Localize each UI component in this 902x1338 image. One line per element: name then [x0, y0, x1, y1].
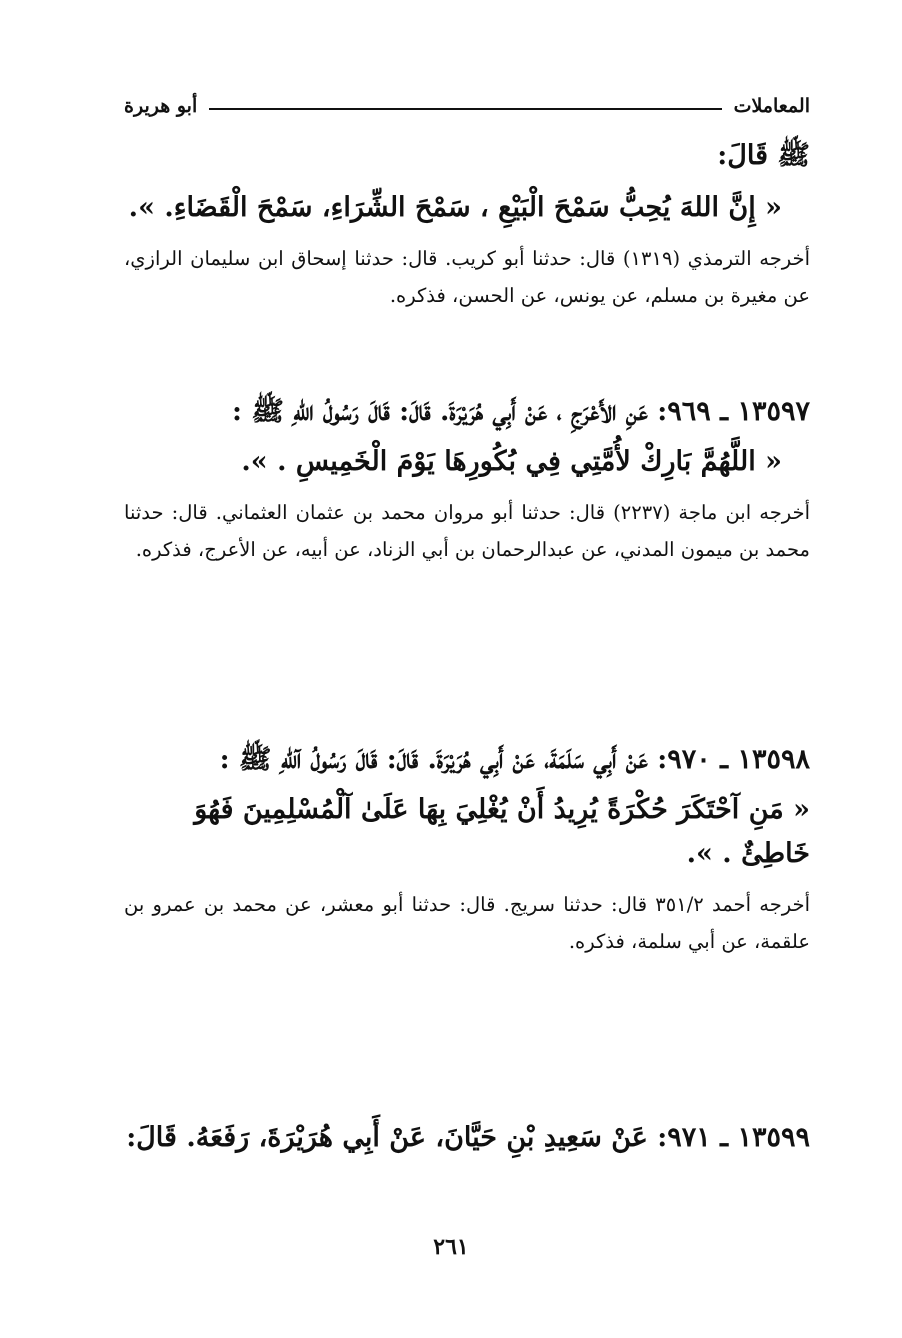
entry-lead: ﷺ قَالَ: — [717, 140, 810, 171]
header-rule — [209, 108, 721, 110]
entry-lead: ١٣٥٩٧ ـ ٩٦٩: عَنِ الأَعْرَجِ ، عَنْ أَبِي هُرَيْرَةَ. قَالَ: قَالَ رَسُولُ اللهِ ﷺ : — [232, 396, 810, 427]
page-number: ٢٦١ — [433, 1234, 469, 1260]
hadith-text: « إِنَّ اللهَ يُحِبُّ سَمْحَ الْبَيْعِ ، سَمْحَ الشِّرَاءِ، سَمْحَ الْقَضَاءِ. ». — [128, 192, 782, 223]
companion-title: أبو هريرة — [124, 95, 198, 117]
takhrij-text: أخرجه الترمذي (١٣١٩) قال: حدثنا أبو كريب. قال: حدثنا إسحاق ابن سليمان الرازي، عن مغيرة بن مسلم، عن يونس، عن الحسن، فذكره. — [124, 247, 810, 307]
entry-lead: ١٣٥٩٩ ـ ٩٧١: عَنْ سَعِيدِ بْنِ حَيَّانَ، عَنْ أَبِي هُرَيْرَةَ، رَفَعَهُ. قَالَ: — [126, 1122, 810, 1153]
running-header — [124, 86, 810, 116]
takhrij-text: أخرجه أحمد ٣٥١/٢ قال: حدثنا سريج. قال: حدثنا أبو معشر، عن محمد بن عمرو بن علقمة، عن أبي سلمة، فذكره. — [124, 893, 810, 953]
hadith-entry — [124, 1116, 810, 1160]
takhrij-text: أخرجه ابن ماجة (٢٢٣٧) قال: حدثنا أبو مروان محمد بن عثمان العثماني. قال: حدثنا محمد بن ميمون المدني، عن عبدالرحمان بن أبي الزناد، عن أبيه، عن الأعرج، فذكره. — [124, 501, 810, 561]
hadith-entry — [124, 738, 810, 960]
hadith-entry — [124, 390, 810, 568]
chapter-title: المعاملات — [733, 95, 810, 117]
entry-lead: ١٣٥٩٨ ـ ٩٧٠: عَنْ أَبِي سَلَمَةَ، عَنْ أَبِي هُرَيْرَةَ. قَالَ: قَالَ رَسُولُ آللهِ ﷺ : — [219, 744, 810, 775]
hadith-text: « مَنِ آحْتَكَرَ حُكْرَةً يُرِيدُ أَنْ يُغْلِيَ بِهَا عَلَىٰ آلْمُسْلِمِينَ فَهُوَ خَاطِئٌ . ». — [194, 794, 810, 869]
hadith-text: « اللَّهُمَّ بَارِكْ لأُمَّتِي فِي بُكُورِهَا يَوْمَ الْخَمِيسِ . ». — [241, 446, 782, 477]
hadith-entry — [124, 134, 810, 314]
